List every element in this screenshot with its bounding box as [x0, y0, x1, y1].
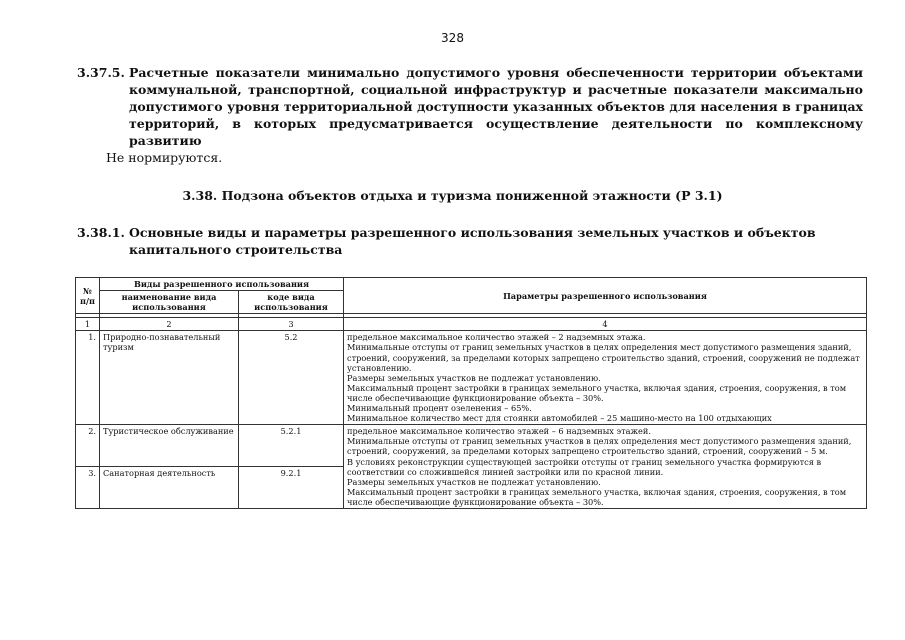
- index-cell: 2: [100, 318, 239, 331]
- section-number: 3.37.5.: [77, 65, 125, 80]
- header-types-group: Виды разрешенного использования: [100, 278, 344, 291]
- permitted-use-table: [75, 277, 867, 509]
- row-number: 3.: [76, 467, 100, 509]
- row-name: Природно-познавательный туризм: [100, 331, 239, 425]
- param-line: Размеры земельных участков не подлежат установлению.: [347, 476, 601, 487]
- row-code: 9.2.1: [239, 467, 344, 509]
- param-line: предельное максимальное количество этажей – 2 надземных этажа.: [347, 332, 646, 343]
- index-cell: 4: [344, 318, 867, 331]
- not-normed-text: Не нормируются.: [106, 150, 223, 165]
- section-number: 3.38.1.: [77, 225, 125, 240]
- row-params: [344, 331, 867, 425]
- index-cell: 3: [239, 318, 344, 331]
- param-line: Размеры земельных участков не подлежат установлению.: [347, 372, 601, 383]
- row-number: 2.: [76, 425, 100, 467]
- index-cell: 1: [76, 318, 100, 331]
- row-code: 5.2.1: [239, 425, 344, 467]
- row-name: Санаторная деятельность: [100, 467, 239, 509]
- param-line: Минимальные отступы от границ земельных участков в целях определения мест допустимого размещения зданий, строений, сооружений, за пределами которых запрещено строительство зданий, строений, сооружений не подлежат установлению.: [347, 342, 860, 373]
- table-row: [76, 425, 867, 467]
- row-code: 5.2: [239, 331, 344, 425]
- header-name: наименование вида использования: [100, 291, 239, 314]
- page-number: 328: [441, 31, 464, 45]
- table-row: [76, 331, 867, 425]
- row-name: Туристическое обслуживание: [100, 425, 239, 467]
- section-3-37-5-heading: [77, 64, 863, 149]
- shared-params: [344, 425, 867, 509]
- header-no: № п/п: [76, 278, 100, 314]
- param-line: Максимальный процент застройки в границах земельного участка, включая здания, строения, сооружения, в том числе обеспечивающие функционирование объекта – 30%.: [347, 486, 847, 507]
- section-title: Расчетные показатели минимально допустимого уровня обеспеченности территории объектами коммунальной, транспортной, социальной инфраструктур и расчетные показатели максимально допустимого уровня территориальной доступности указанных объектов для населения в границах территорий, в которых предусматривается осуществление деятельности по комплексному развитию: [129, 65, 863, 148]
- section-title: Основные виды и параметры разрешенного использования земельных участков и объектов капитального строительства: [129, 225, 816, 257]
- index-row: [76, 318, 867, 331]
- param-line: В условиях реконструкции существующей застройки отступы от границ земельного участка формируются в соответствии со сложившейся линией застройки или по красной линии.: [347, 456, 822, 477]
- param-line: предельное максимальное количество этажей – 6 надземных этажей.: [347, 426, 651, 437]
- section-3-38-1-heading: [77, 224, 863, 258]
- header-params: Параметры разрешенного использования: [344, 278, 867, 314]
- param-line: Минимальные отступы от границ земельных участков в целях определения мест допустимого размещения зданий, строений, сооружений, за пределами которых запрещено строительство зданий, строений, сооружений – 5 м.: [347, 436, 852, 457]
- header-code: коде вида использования: [239, 291, 344, 314]
- param-line: Минимальный процент озеленения – 65%.: [347, 403, 532, 414]
- param-line: Максимальный процент застройки в границах земельного участка, включая здания, строения, сооружения, в том числе обеспечивающие функционирование объекта – 30%.: [347, 382, 847, 403]
- param-line: Минимальное количество мест для стоянки автомобилей – 25 машино-место на 100 отдыхающих: [347, 413, 772, 424]
- row-number: 1.: [76, 331, 100, 425]
- section-3-38-title: 3.38. Подзона объектов отдыха и туризма пониженной этажности (Р 3.1): [182, 188, 723, 203]
